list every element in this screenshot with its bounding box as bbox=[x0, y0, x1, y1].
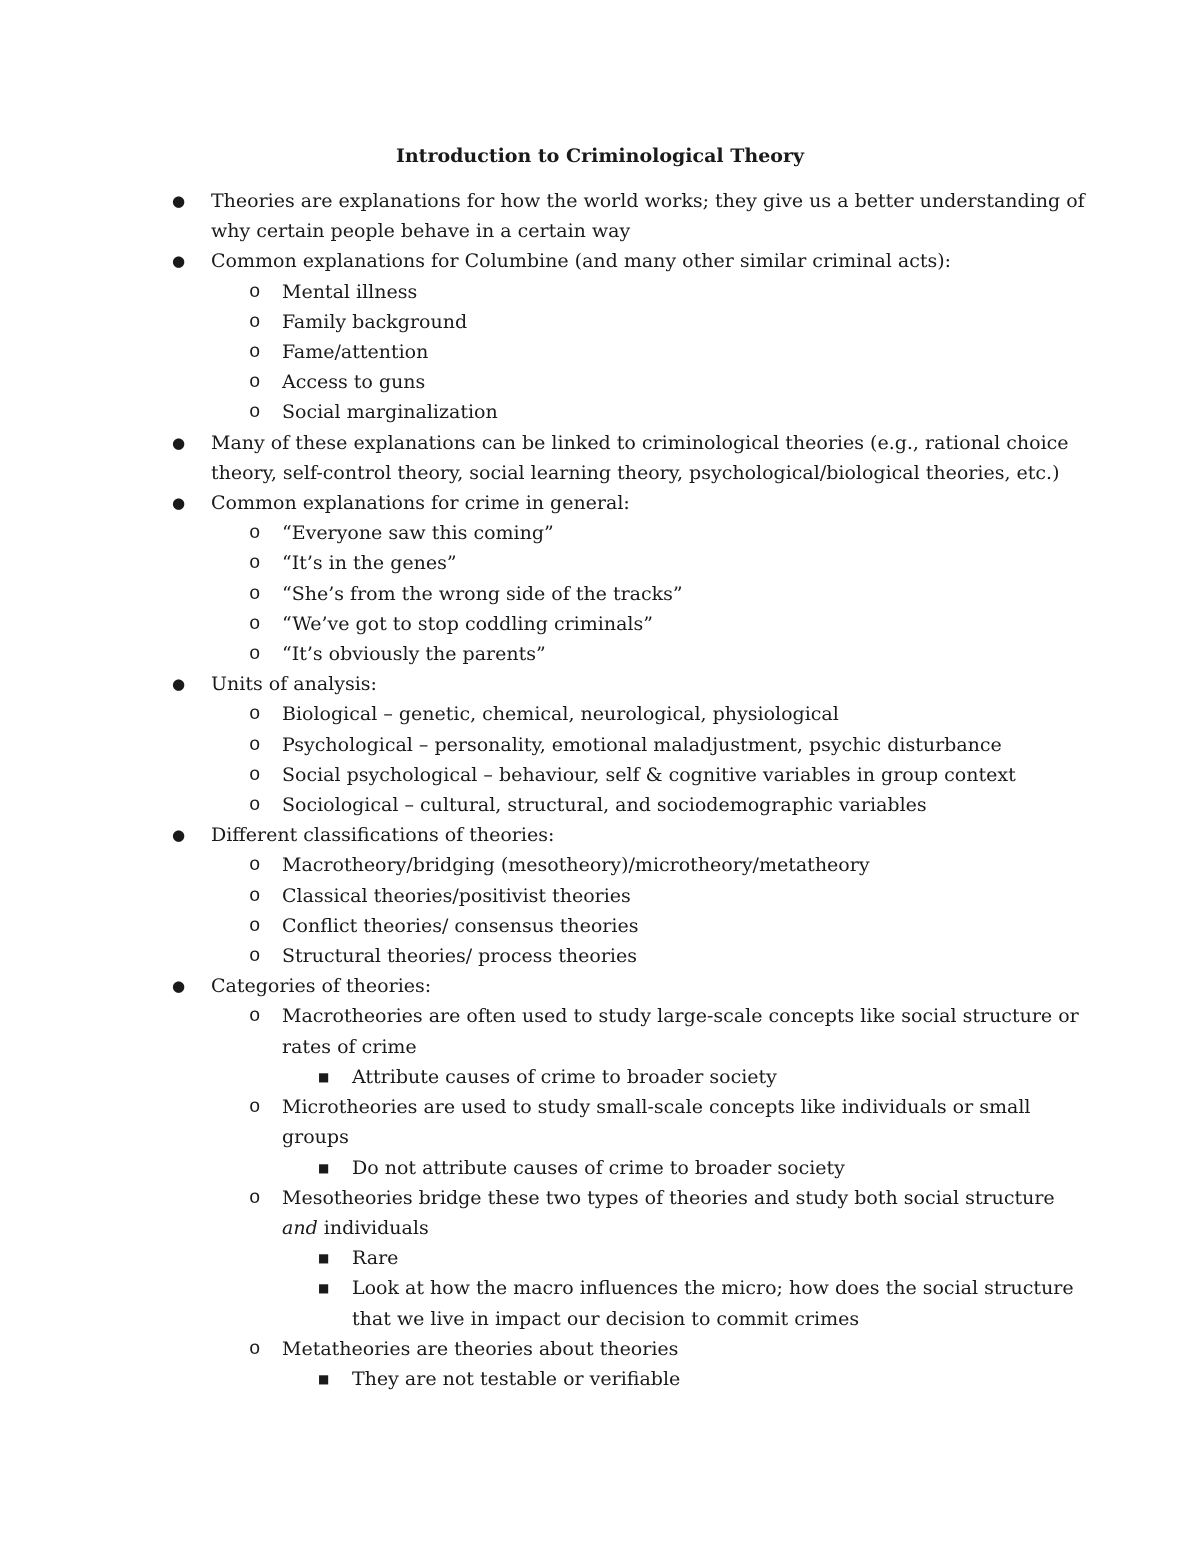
bullet-icon: ● bbox=[172, 675, 186, 694]
list-item-level-2 bbox=[0, 1183, 1200, 1213]
list-item-continuation bbox=[0, 216, 1200, 246]
list-item-level-2 bbox=[0, 881, 1200, 911]
item-text: Biological – genetic, chemical, neurological, physiological bbox=[282, 703, 839, 726]
list-item-level-2 bbox=[0, 850, 1200, 880]
item-text: groups bbox=[282, 1126, 349, 1149]
list-item-level-2 bbox=[0, 1092, 1200, 1122]
list-item-level-1 bbox=[0, 488, 1200, 518]
bullet-icon: ● bbox=[172, 433, 186, 452]
list-item-level-3 bbox=[0, 1273, 1200, 1303]
item-text: Mental illness bbox=[282, 280, 418, 303]
item-text: Do not attribute causes of crime to broader society bbox=[352, 1156, 845, 1179]
item-text: “She’s from the wrong side of the tracks” bbox=[282, 582, 683, 605]
item-text: Macrotheory/bridging (mesotheory)/microtheory/metatheory bbox=[282, 854, 870, 877]
item-text: Fame/attention bbox=[282, 341, 429, 364]
square-bullet-icon: ■ bbox=[318, 1371, 330, 1386]
list-item-level-1 bbox=[0, 246, 1200, 276]
list-item-level-2 bbox=[0, 277, 1200, 307]
square-bullet-icon: ■ bbox=[318, 1160, 330, 1175]
circle-bullet-icon: o bbox=[249, 945, 261, 968]
item-text: Rare bbox=[352, 1247, 399, 1270]
list-item-level-3 bbox=[0, 1243, 1200, 1273]
emphasis-text: and bbox=[282, 1216, 318, 1239]
item-text: Attribute causes of crime to broader society bbox=[352, 1065, 777, 1088]
circle-bullet-icon: o bbox=[249, 914, 261, 937]
list-item-level-2 bbox=[0, 911, 1200, 941]
item-text: Common explanations for Columbine (and many other similar criminal acts): bbox=[211, 250, 952, 273]
list-item-level-1 bbox=[0, 971, 1200, 1001]
item-text: Units of analysis: bbox=[211, 673, 377, 696]
item-text: Mesotheories bridge these two types of theories and study both social structure bbox=[282, 1186, 1055, 1209]
list-item-level-2 bbox=[0, 397, 1200, 427]
item-text: Microtheories are used to study small-scale concepts like individuals or small bbox=[282, 1096, 1031, 1119]
item-text: “It’s obviously the parents” bbox=[282, 643, 546, 666]
circle-bullet-icon: o bbox=[249, 582, 261, 605]
list-item-level-2 bbox=[0, 790, 1200, 820]
item-text: Social psychological – behaviour, self & cognitive variables in group context bbox=[282, 763, 1016, 786]
list-item-level-2 bbox=[0, 579, 1200, 609]
item-text: Metatheories are theories about theories bbox=[282, 1337, 679, 1360]
item-text: Sociological – cultural, structural, and sociodemographic variables bbox=[282, 794, 927, 817]
circle-bullet-icon: o bbox=[249, 1186, 261, 1209]
outline-list bbox=[0, 186, 1200, 1394]
circle-bullet-icon: o bbox=[249, 1005, 261, 1028]
item-text: “Everyone saw this coming” bbox=[282, 522, 554, 545]
circle-bullet-icon: o bbox=[249, 733, 261, 756]
item-text: Conflict theories/ consensus theories bbox=[282, 914, 639, 937]
list-item-level-2 bbox=[0, 730, 1200, 760]
list-item-level-2 bbox=[0, 337, 1200, 367]
list-item-level-2 bbox=[0, 609, 1200, 639]
item-text: theory, self-control theory, social learning theory, psychological/biological theories, etc.) bbox=[211, 461, 1060, 484]
bullet-icon: ● bbox=[172, 494, 186, 513]
list-item-level-2 bbox=[0, 760, 1200, 790]
circle-bullet-icon: o bbox=[249, 794, 261, 817]
list-item-level-1 bbox=[0, 428, 1200, 458]
circle-bullet-icon: o bbox=[249, 280, 261, 303]
circle-bullet-icon: o bbox=[249, 884, 261, 907]
item-text: “We’ve got to stop coddling criminals” bbox=[282, 612, 653, 635]
item-text: Different classifications of theories: bbox=[211, 824, 555, 847]
circle-bullet-icon: o bbox=[249, 341, 261, 364]
list-item-level-1 bbox=[0, 186, 1200, 216]
bullet-icon: ● bbox=[172, 977, 186, 996]
circle-bullet-icon: o bbox=[249, 371, 261, 394]
square-bullet-icon: ■ bbox=[318, 1069, 330, 1084]
item-text: Theories are explanations for how the world works; they give us a better understanding of bbox=[211, 190, 1085, 212]
list-item-level-2 bbox=[0, 941, 1200, 971]
list-item-level-3 bbox=[0, 1153, 1200, 1183]
circle-bullet-icon: o bbox=[249, 1337, 261, 1360]
circle-bullet-icon: o bbox=[249, 310, 261, 333]
list-item-level-2 bbox=[0, 639, 1200, 669]
item-text: Structural theories/ process theories bbox=[282, 945, 637, 968]
item-text: Look at how the macro influences the micro; how does the social structure bbox=[352, 1277, 1074, 1300]
square-bullet-icon: ■ bbox=[318, 1251, 330, 1266]
circle-bullet-icon: o bbox=[249, 612, 261, 635]
circle-bullet-icon: o bbox=[249, 854, 261, 877]
list-item-level-3 bbox=[0, 1062, 1200, 1092]
bullet-icon: ● bbox=[172, 252, 186, 271]
item-text: Psychological – personality, emotional maladjustment, psychic disturbance bbox=[282, 733, 1002, 756]
item-text: why certain people behave in a certain way bbox=[211, 220, 631, 243]
circle-bullet-icon: o bbox=[249, 522, 261, 545]
list-item-continuation bbox=[0, 1032, 1200, 1062]
list-item-level-2 bbox=[0, 1334, 1200, 1364]
list-item-level-2 bbox=[0, 1001, 1200, 1031]
item-text: They are not testable or verifiable bbox=[352, 1367, 681, 1390]
list-item-level-1 bbox=[0, 669, 1200, 699]
item-text: Social marginalization bbox=[282, 401, 498, 424]
item-text: “It’s in the genes” bbox=[282, 552, 457, 575]
item-text: Access to guns bbox=[282, 371, 426, 394]
list-item-level-2 bbox=[0, 307, 1200, 337]
list-item-continuation bbox=[0, 1304, 1200, 1334]
list-item-continuation bbox=[0, 1213, 1200, 1243]
list-item-level-2 bbox=[0, 548, 1200, 578]
item-text: rates of crime bbox=[282, 1035, 417, 1058]
item-text: Categories of theories: bbox=[211, 975, 432, 998]
list-item-continuation bbox=[0, 1122, 1200, 1152]
list-item-level-2 bbox=[0, 518, 1200, 548]
item-text: Macrotheories are often used to study large-scale concepts like social structure or bbox=[282, 1005, 1079, 1028]
list-item-level-1 bbox=[0, 820, 1200, 850]
item-text: Family background bbox=[282, 310, 468, 333]
list-item-level-3 bbox=[0, 1364, 1200, 1394]
circle-bullet-icon: o bbox=[249, 703, 261, 726]
square-bullet-icon: ■ bbox=[318, 1281, 330, 1296]
item-text: individuals bbox=[317, 1216, 429, 1239]
bullet-icon: ● bbox=[172, 826, 186, 845]
item-text: Classical theories/positivist theories bbox=[282, 884, 631, 907]
circle-bullet-icon: o bbox=[249, 643, 261, 666]
circle-bullet-icon: o bbox=[249, 552, 261, 575]
item-text: Many of these explanations can be linked to criminological theories (e.g., rational choice bbox=[211, 431, 1069, 454]
circle-bullet-icon: o bbox=[249, 1096, 261, 1119]
list-item-level-2 bbox=[0, 699, 1200, 729]
circle-bullet-icon: o bbox=[249, 401, 261, 424]
bullet-icon: ● bbox=[172, 192, 186, 210]
list-item-level-2 bbox=[0, 367, 1200, 397]
circle-bullet-icon: o bbox=[249, 763, 261, 786]
item-text: that we live in impact our decision to commit crimes bbox=[352, 1307, 860, 1330]
item-text: Common explanations for crime in general: bbox=[211, 492, 630, 515]
document-title: Introduction to Criminological Theory bbox=[395, 145, 805, 167]
list-item-continuation bbox=[0, 458, 1200, 488]
